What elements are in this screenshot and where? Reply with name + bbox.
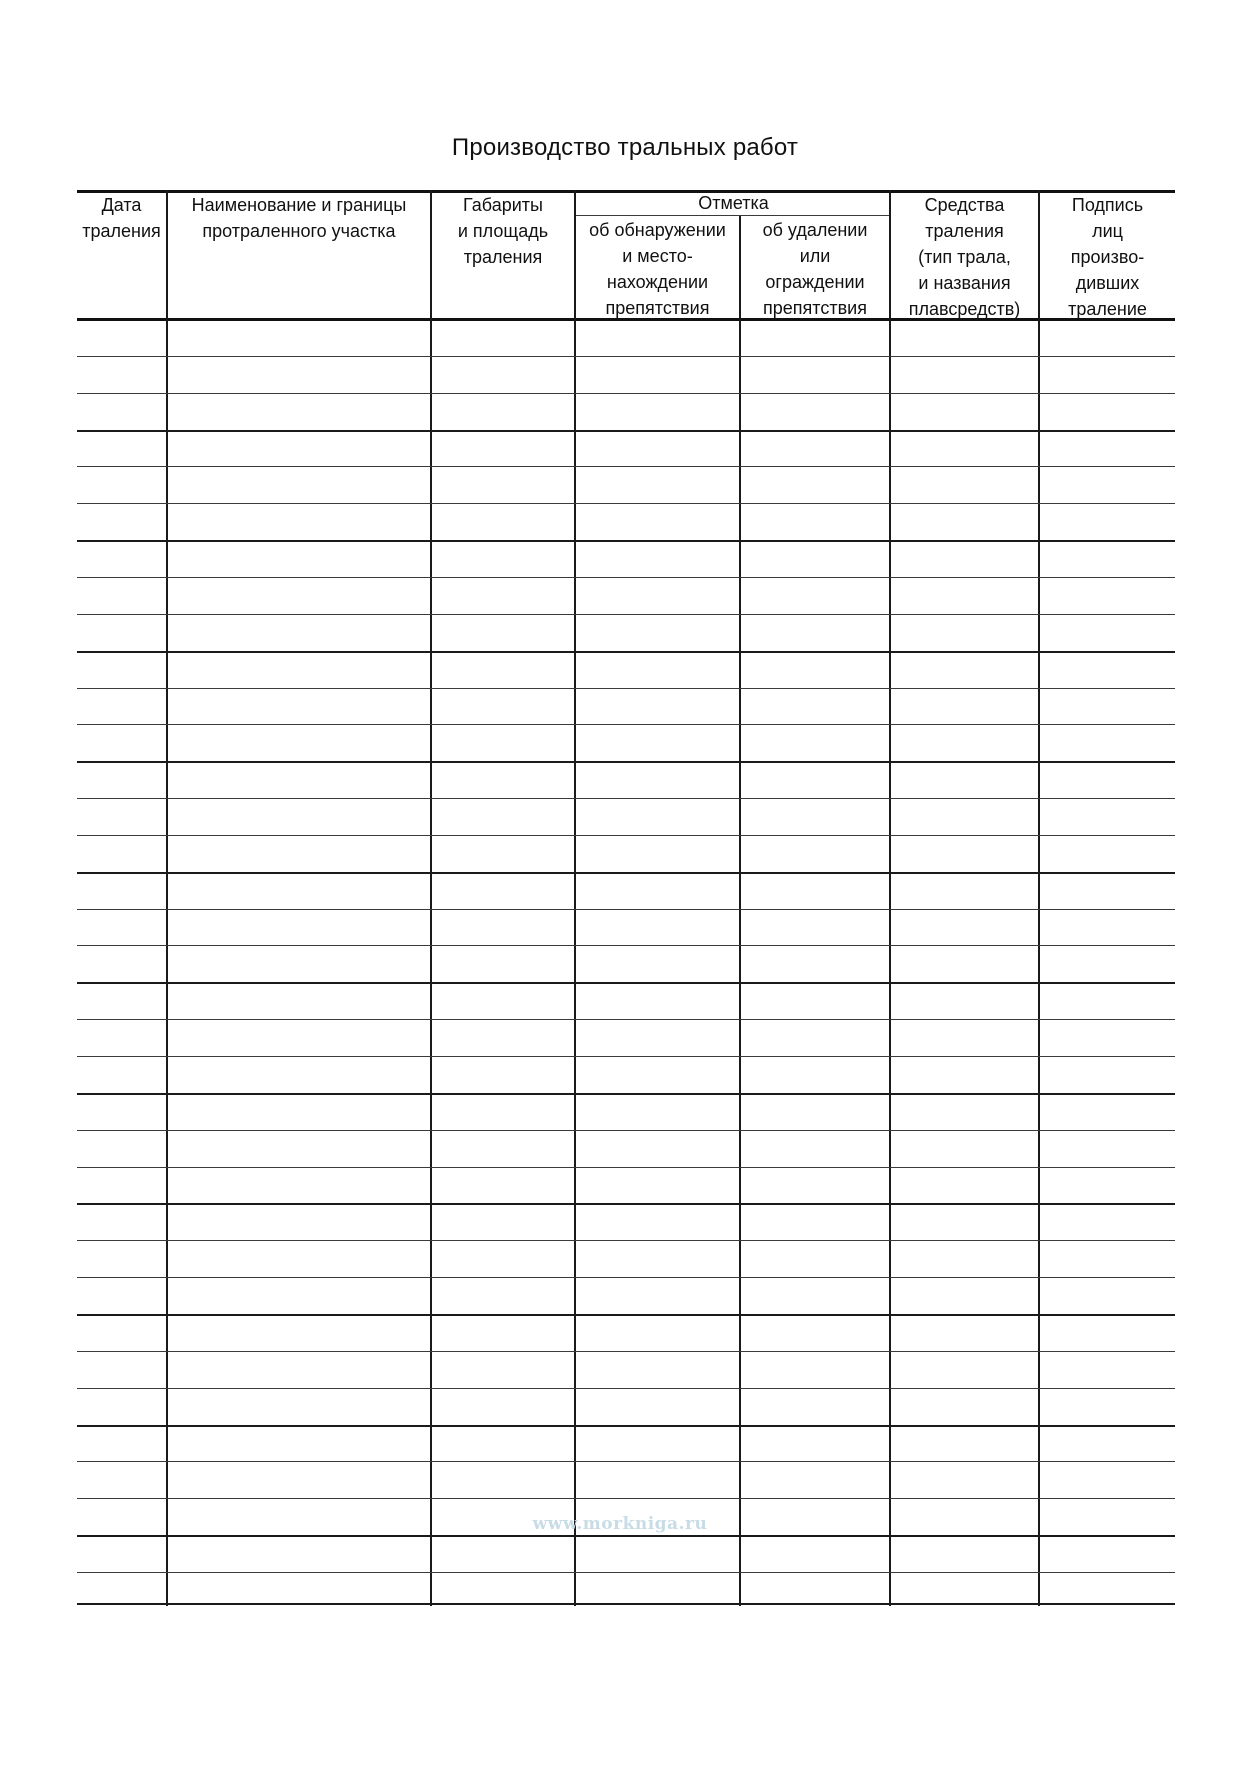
table-row-rule <box>77 614 1175 615</box>
table-row-rule <box>77 835 1175 836</box>
table-row-rule <box>77 872 1175 874</box>
table-row-rule <box>77 1240 1175 1241</box>
table-row-rule <box>77 356 1175 357</box>
header-mark-found: об обнаружении и место- нахождении препятствия <box>589 220 726 318</box>
table-row-rule <box>77 651 1175 653</box>
table-row-rule <box>77 1425 1175 1427</box>
table-row-rule <box>77 1351 1175 1352</box>
header-mark-removed: об удалении или ограждении препятствия <box>762 220 868 318</box>
col-rule-3 <box>574 190 576 1606</box>
table-row-rule <box>77 1498 1175 1499</box>
header-date: Дата траления <box>82 195 161 241</box>
watermark: www.morkniga.ru <box>532 1514 708 1534</box>
trawling-log-table <box>77 190 1175 1606</box>
table-row-rule <box>77 1277 1175 1278</box>
table-row-rule <box>77 1130 1175 1131</box>
table-row-rule <box>77 945 1175 946</box>
table-row-rule <box>77 982 1175 984</box>
table-row-rule <box>77 540 1175 542</box>
table-row-rule <box>77 1535 1175 1537</box>
header-signature: Подпись лиц произво- дивших траление <box>1068 195 1147 319</box>
table-row-rule <box>77 1019 1175 1020</box>
table-row-rule <box>77 1603 1175 1605</box>
table-row-rule <box>77 503 1175 504</box>
header-means: Средства траления (тип трала, и названия плавсредств) <box>908 195 1021 319</box>
table-row-rule <box>77 393 1175 394</box>
table-row-rule <box>77 798 1175 799</box>
col-rule-4 <box>739 216 741 1606</box>
table-row-rule <box>77 1093 1175 1095</box>
page-title: Производство тральных работ <box>451 134 799 161</box>
table-row-rule <box>77 466 1175 467</box>
table-row-rule <box>77 1461 1175 1462</box>
table-row-rule <box>77 430 1175 432</box>
table-row-rule <box>77 909 1175 910</box>
col-rule-1 <box>166 190 168 1606</box>
table-row-rule <box>77 1572 1175 1573</box>
table-row-rule <box>77 688 1175 689</box>
table-row-rule <box>77 724 1175 725</box>
col-rule-5 <box>889 190 891 1606</box>
table-row-rule <box>77 1056 1175 1057</box>
col-rule-2 <box>430 190 432 1606</box>
header-size: Габариты и площадь траления <box>457 195 549 267</box>
table-row-rule <box>77 1167 1175 1168</box>
table-row-rule <box>77 1388 1175 1389</box>
table-row-rule <box>77 1314 1175 1316</box>
col-rule-6 <box>1038 190 1040 1606</box>
table-row-rule <box>77 1203 1175 1205</box>
table-row-rule <box>77 761 1175 763</box>
header-name: Наименование и границы протраленного участка <box>191 195 407 241</box>
table-row-rule <box>77 577 1175 578</box>
header-mark-group: Отметка <box>698 193 769 213</box>
